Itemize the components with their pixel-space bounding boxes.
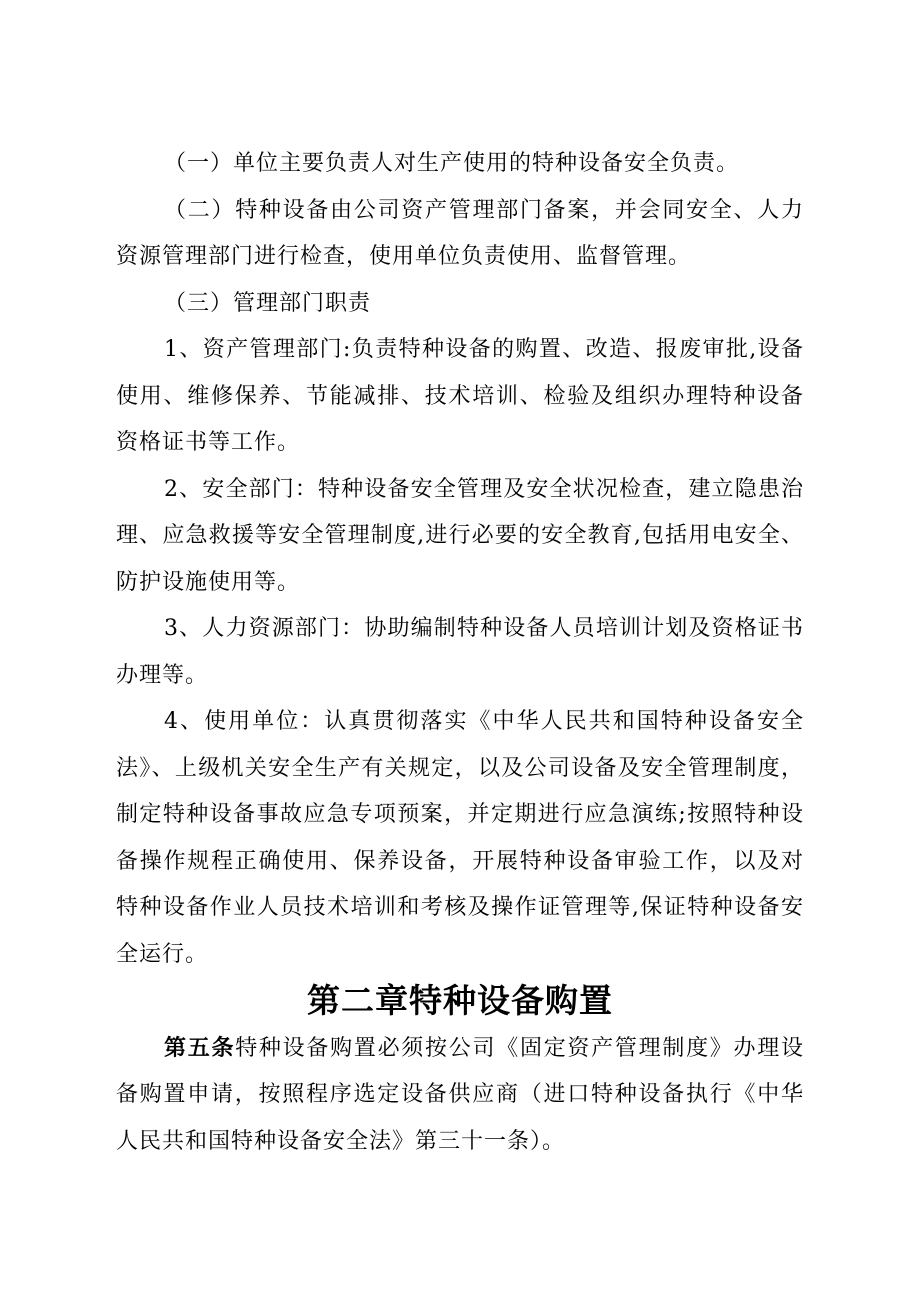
document-body bbox=[116, 141, 804, 1165]
paragraph-3: （三）管理部门职责 bbox=[164, 290, 372, 316]
article-paragraph bbox=[116, 1025, 804, 1166]
article-label: 第五条 bbox=[164, 1034, 236, 1061]
paragraph-7: 4、使用单位：认真贯彻落实《中华人民共和国特种设备安全法》、上级机关安全生产有关规定，以及公司设备及安全管理制度，制定特种设备事故应急专项预案，并定期进行应急演练;按照特种设备操作规程正确使用、保养设备，开展特种设备审验工作，以及对特种设备作业人员技术培训和考核及操作证管理等,保证特种设备安全运行。 bbox=[116, 709, 804, 967]
chapter-heading: 第二章特种设备购置 bbox=[307, 981, 613, 1020]
article-text: 特种设备购置必须按公司《固定资产管理制度》办理设备购置申请，按照程序选定设备供应商（进口特种设备执行《中华人民共和国特种设备安全法》第三十一条）。 bbox=[116, 1035, 804, 1154]
paragraph-6: 3、人力资源部门：协助编制特种设备人员培训计划及资格证书办理等。 bbox=[116, 616, 804, 688]
paragraph-4: 1、资产管理部门:负责特种设备的购置、改造、报废审批,设备使用、维修保养、节能减排、技术培训、检验及组织办理特种设备资格证书等工作。 bbox=[116, 337, 804, 455]
paragraph-5: 2、安全部门：特种设备安全管理及安全状况检查，建立隐患治理、应急救援等安全管理制度,进行必要的安全教育,包括用电安全、防护设施使用等。 bbox=[116, 476, 804, 595]
paragraph-1: （一）单位主要负责人对生产使用的特种设备安全负责。 bbox=[164, 151, 740, 176]
paragraph-2: （二）特种设备由公司资产管理部门备案，并会同安全、人力资源管理部门进行检查，使用单位负责使用、监督管理。 bbox=[116, 197, 804, 269]
